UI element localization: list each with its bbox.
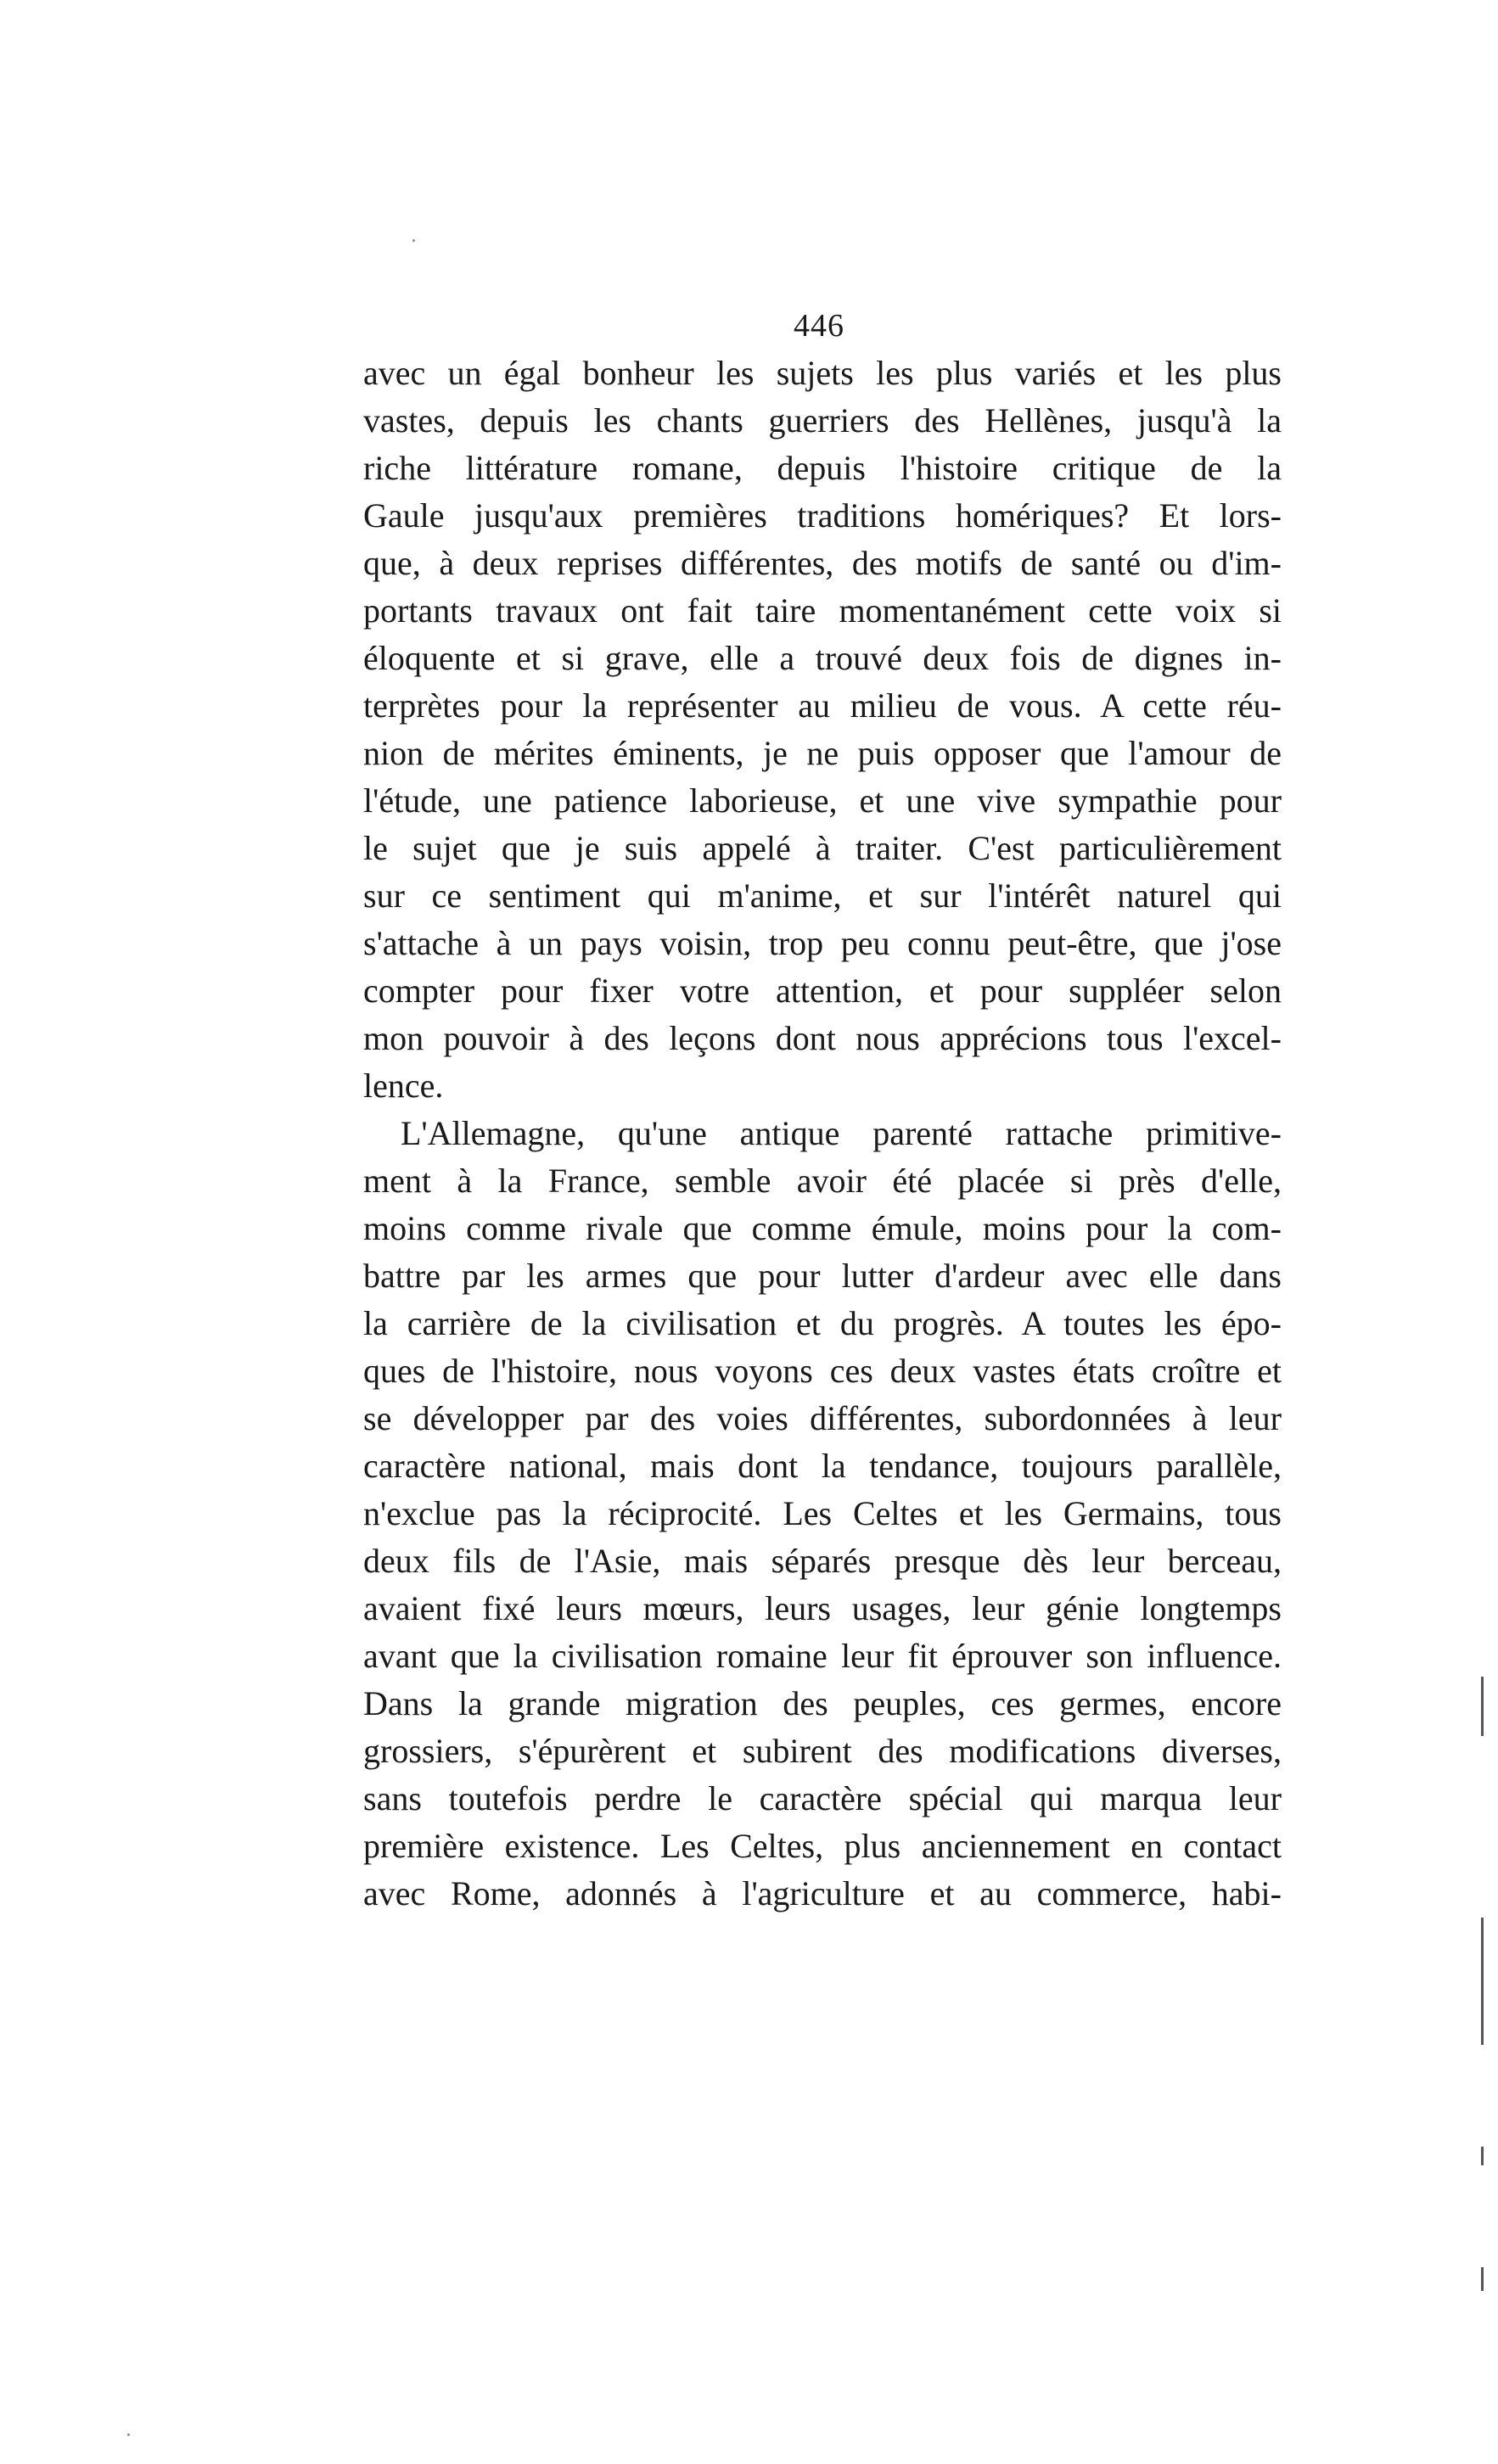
text-line: ment à la France, semble avoir été placée si près d'elle, bbox=[363, 1162, 1282, 1200]
text-line: se développer par des voies différentes, subordonnées à leur bbox=[363, 1399, 1282, 1437]
text-line: ques de l'histoire, nous voyons ces deux vastes états croître et bbox=[363, 1352, 1282, 1390]
text-line: sur ce sentiment qui m'anime, et sur l'intérêt naturel qui bbox=[363, 876, 1282, 915]
text-line: avec un égal bonheur les sujets les plus variés et les plus bbox=[363, 354, 1282, 392]
text-line: avec Rome, adonnés à l'agriculture et au commerce, habi- bbox=[363, 1874, 1282, 1912]
text-line: n'exclue pas la réciprocité. Les Celtes et les Germains, tous bbox=[363, 1494, 1282, 1532]
text-line: grossiers, s'épurèrent et subirent des modifications diverses, bbox=[363, 1732, 1282, 1770]
text-line: la carrière de la civilisation et du progrès. A toutes les épo- bbox=[363, 1304, 1282, 1342]
text-line: portants travaux ont fait taire momentanément cette voix si bbox=[363, 591, 1282, 630]
text-line: éloquente et si grave, elle a trouvé deux fois de dignes in- bbox=[363, 639, 1282, 677]
text-line: L'Allemagne, qu'une antique parenté rattache primitive- bbox=[401, 1114, 1282, 1152]
text-line: avant que la civilisation romaine leur fit éprouver son influence. bbox=[363, 1637, 1282, 1675]
text-line: nion de mérites éminents, je ne puis opposer que l'amour de bbox=[363, 734, 1282, 772]
text-line: compter pour fixer votre attention, et pour suppléer selon bbox=[363, 972, 1282, 1010]
text-line: vastes, depuis les chants guerriers des Hellènes, jusqu'à la bbox=[363, 401, 1282, 440]
scan-artifact-mark bbox=[1481, 1677, 1484, 1736]
text-line: l'étude, une patience laborieuse, et une vive sympathie pour bbox=[363, 781, 1282, 820]
body-text bbox=[363, 350, 1282, 1918]
scan-artifact-mark bbox=[1481, 2267, 1484, 2291]
text-line: Gaule jusqu'aux premières traditions homériques? Et lors- bbox=[363, 496, 1282, 535]
page-number: 446 bbox=[794, 308, 844, 344]
scan-artifact-mark bbox=[1481, 1918, 1484, 2045]
scan-speck bbox=[412, 239, 415, 242]
text-line: riche littérature romane, depuis l'histoire critique de la bbox=[363, 449, 1282, 487]
text-line: battre par les armes que pour lutter d'ardeur avec elle dans bbox=[363, 1257, 1282, 1295]
text-line: lence. bbox=[363, 1067, 444, 1105]
text-line: s'attache à un pays voisin, trop peu connu peut-être, que j'ose bbox=[363, 924, 1282, 962]
text-line: première existence. Les Celtes, plus anciennement en contact bbox=[363, 1827, 1282, 1865]
scan-artifact-mark bbox=[1481, 2147, 1484, 2165]
text-line: le sujet que je suis appelé à traiter. C'est particulièrement bbox=[363, 829, 1282, 867]
text-line: moins comme rivale que comme émule, moins pour la com- bbox=[363, 1209, 1282, 1247]
scan-speck bbox=[127, 2433, 130, 2436]
text-line: deux fils de l'Asie, mais séparés presque dès leur berceau, bbox=[363, 1542, 1282, 1580]
text-line: sans toutefois perdre le caractère spécial qui marqua leur bbox=[363, 1779, 1282, 1817]
text-line: terprètes pour la représenter au milieu de vous. A cette réu- bbox=[363, 686, 1282, 725]
paragraph-1 bbox=[363, 350, 1282, 1110]
text-line: mon pouvoir à des leçons dont nous apprécions tous l'excel- bbox=[363, 1019, 1282, 1057]
text-line: caractère national, mais dont la tendance, toujours parallèle, bbox=[363, 1447, 1282, 1485]
text-line: Dans la grande migration des peuples, ces germes, encore bbox=[363, 1684, 1282, 1722]
text-line: avaient fixé leurs mœurs, leurs usages, leur génie longtemps bbox=[363, 1589, 1282, 1627]
text-line: que, à deux reprises différentes, des motifs de santé ou d'im- bbox=[363, 544, 1282, 582]
paragraph-2 bbox=[363, 1110, 1282, 1918]
